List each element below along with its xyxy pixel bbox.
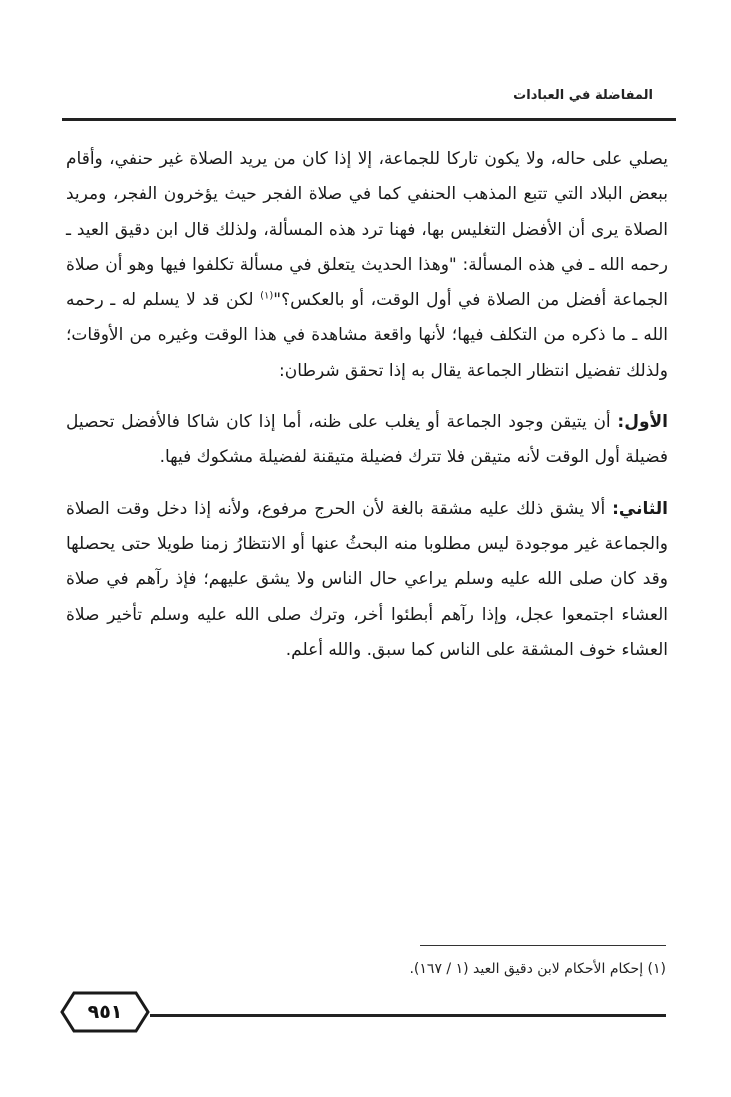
footnote-divider xyxy=(420,945,666,946)
footnote-reference: (١) xyxy=(260,290,274,302)
header-divider xyxy=(62,118,676,121)
page-number: ٩٥١ xyxy=(87,1001,123,1023)
footnote: (١) إحكام الأحكام لابن دقيق العيد (١ / ١٦٧). xyxy=(409,961,666,977)
paragraph-3-text: ألا يشق ذلك عليه مشقة بالغة لأن الحرج مرفوع، ولأنه إذا دخل وقت الصلاة والجماعة غير موجودة ليس مطلوبا منه البحثُ عنها أو الانتظارُ زمنا طويلا حتى يحصلها وقد كان صلى الله عليه وسلم يراعي حال الناس ولا يشق عليهم؛ فإذ رآهم في صلاة العشاء اجتمعوا عجل، وإذا رآهم أبطئوا أخر، وترك صلى الله عليه وسلم تأخير صلاة العشاء خوف المشقة على الناس كما سبق. والله أعلم. xyxy=(66,498,668,660)
running-header: المفاضلة في العبادات xyxy=(513,88,653,103)
paragraph-1-text-b: لكن قد لا يسلم له ـ رحمه الله ـ ما ذكره من التكلف فيها؛ لأنها واقعة مشاهدة في هذا الوقت وغيره من الأوقات؛ ولذلك تفضيل انتظار الجماعة يقال به إذا تحقق شرطان: xyxy=(66,290,668,381)
paragraph-3-lead: الثاني: xyxy=(612,498,668,519)
footer-divider xyxy=(150,1014,666,1017)
paragraph-1-text-a: يصلي على حاله، ولا يكون تاركا للجماعة، إلا إذا كان من يريد الصلاة غير حنفي، وأقام ببعض البلاد التي تتبع المذهب الحنفي كما في صلاة الفجر حيث يؤخرون الفجر، ومريد الصلاة يرى أن الأفضل التغليس بها، فهنا ترد هذه المسألة، ولذلك قال ابن دقيق العيد ـ رحمه الله ـ في هذه المسألة: "وهذا الحديث يتعلق في مسألة تكلفوا فيها وهو أن صلاة الجماعة أفضل من الصلاة في أول الوقت، أو بالعكس؟" xyxy=(66,149,669,311)
paragraph-2-lead: الأول: xyxy=(617,412,668,433)
paragraph-1 xyxy=(66,142,668,389)
paragraph-2 xyxy=(66,405,668,476)
paragraph-2-text: أن يتيقن وجود الجماعة أو يغلب على ظنه، أما إذا كان شاكا فالأفضل تحصيل فضيلة أول الوقت لأنه متيقن فلا تترك فضيلة متيقنة لفضيلة مشكوك فيها. xyxy=(66,412,668,468)
paragraph-3 xyxy=(66,492,668,668)
main-text xyxy=(66,142,668,668)
